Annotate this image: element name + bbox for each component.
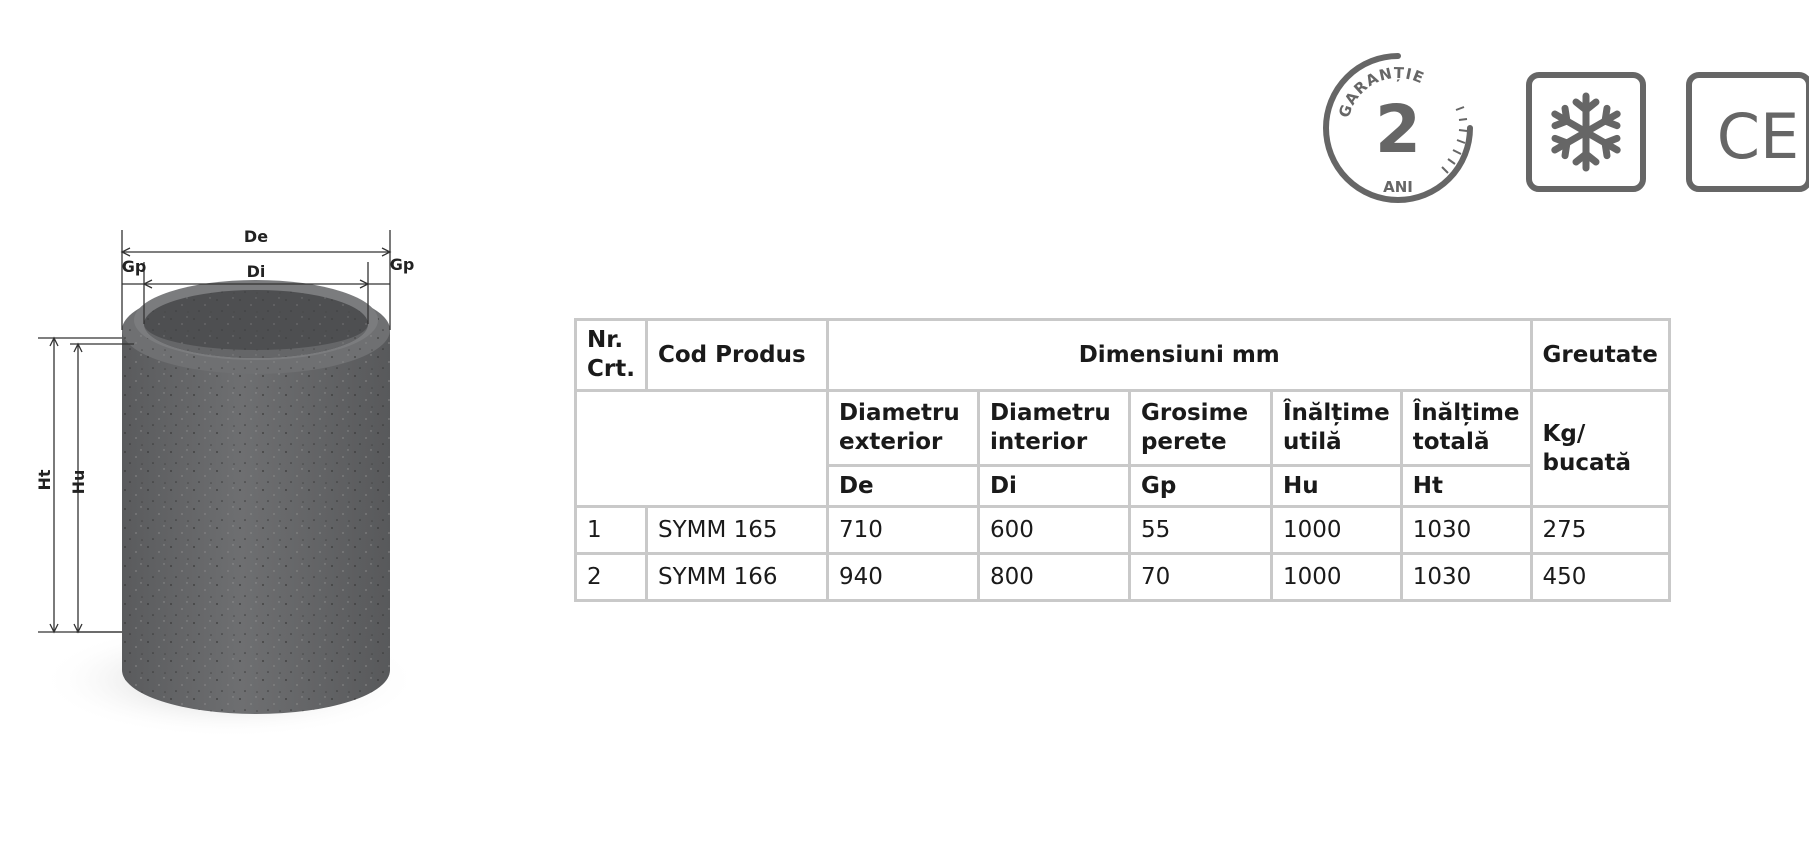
header-dimensiuni: Dimensiuni mm [827, 320, 1531, 391]
cell-hu: 1000 [1271, 507, 1401, 554]
cell-cod: SYMM 165 [646, 507, 827, 554]
warranty-top-text: GARANȚIE [1335, 63, 1428, 120]
subheader-label-text: Diametru exterior [838, 400, 960, 455]
concrete-ring-diagram [30, 220, 450, 800]
subheader-symbol: De [827, 466, 978, 507]
subheader-label [1129, 391, 1271, 466]
table-subheader-row [576, 391, 1670, 466]
table-row [576, 507, 1670, 554]
dim-label-hu: Hu [69, 469, 88, 495]
subheader-empty [576, 391, 828, 507]
header-cod-produs: Cod Produs [646, 320, 827, 391]
cell-cod: SYMM 166 [646, 554, 827, 601]
subheader-symbol: Gp [1129, 466, 1271, 507]
table-row [576, 554, 1670, 601]
table-header-row [576, 320, 1670, 391]
warranty-number: 2 [1375, 91, 1421, 168]
subheader-unit [1531, 391, 1669, 507]
subheader-label-text: Grosime perete [1140, 400, 1249, 455]
cell-de: 940 [827, 554, 978, 601]
subheader-label [1401, 391, 1531, 466]
header-nr-crt [576, 320, 647, 391]
subheader-label-text: Înălțime utilă [1282, 400, 1390, 455]
cell-ht: 1030 [1401, 507, 1531, 554]
ce-mark-text: CE [1716, 100, 1800, 173]
cell-ht: 1030 [1401, 554, 1531, 601]
ring-body [122, 280, 390, 714]
cell-nr: 1 [576, 507, 647, 554]
dim-label-gp-right: Gp [389, 255, 415, 274]
cell-di: 600 [978, 507, 1129, 554]
cell-kg: 450 [1531, 554, 1669, 601]
subheader-label-text: Înălțime totală [1412, 400, 1520, 455]
cell-gp: 70 [1129, 554, 1271, 601]
ce-mark-badge [1686, 72, 1809, 192]
dim-label-ht: Ht [35, 469, 54, 491]
cell-nr: 2 [576, 554, 647, 601]
cell-de: 710 [827, 507, 978, 554]
cell-di: 800 [978, 554, 1129, 601]
header-greutate: Greutate [1531, 320, 1669, 391]
warranty-bottom-text: ANI [1383, 178, 1413, 196]
snowflake-icon [1550, 96, 1622, 168]
subheader-symbol: Ht [1401, 466, 1531, 507]
subheader-label [1271, 391, 1401, 466]
subheader-label [827, 391, 978, 466]
subheader-symbol: Hu [1271, 466, 1401, 507]
subheader-label-text: Diametru interior [989, 400, 1111, 455]
subheader-unit-text: Kg/ bucată [1542, 420, 1632, 476]
subheader-symbol: Di [978, 466, 1129, 507]
dim-label-di: Di [246, 262, 266, 281]
dim-label-gp-left: Gp [121, 257, 147, 276]
header-nr-crt-text: Nr. Crt. [587, 327, 635, 382]
cell-hu: 1000 [1271, 554, 1401, 601]
spec-table [574, 318, 1671, 602]
cell-kg: 275 [1531, 507, 1669, 554]
subheader-label [978, 391, 1129, 466]
frost-resistance-badge [1526, 72, 1646, 192]
cell-gp: 55 [1129, 507, 1271, 554]
warranty-badge [1318, 48, 1478, 208]
dim-label-de: De [243, 227, 269, 246]
